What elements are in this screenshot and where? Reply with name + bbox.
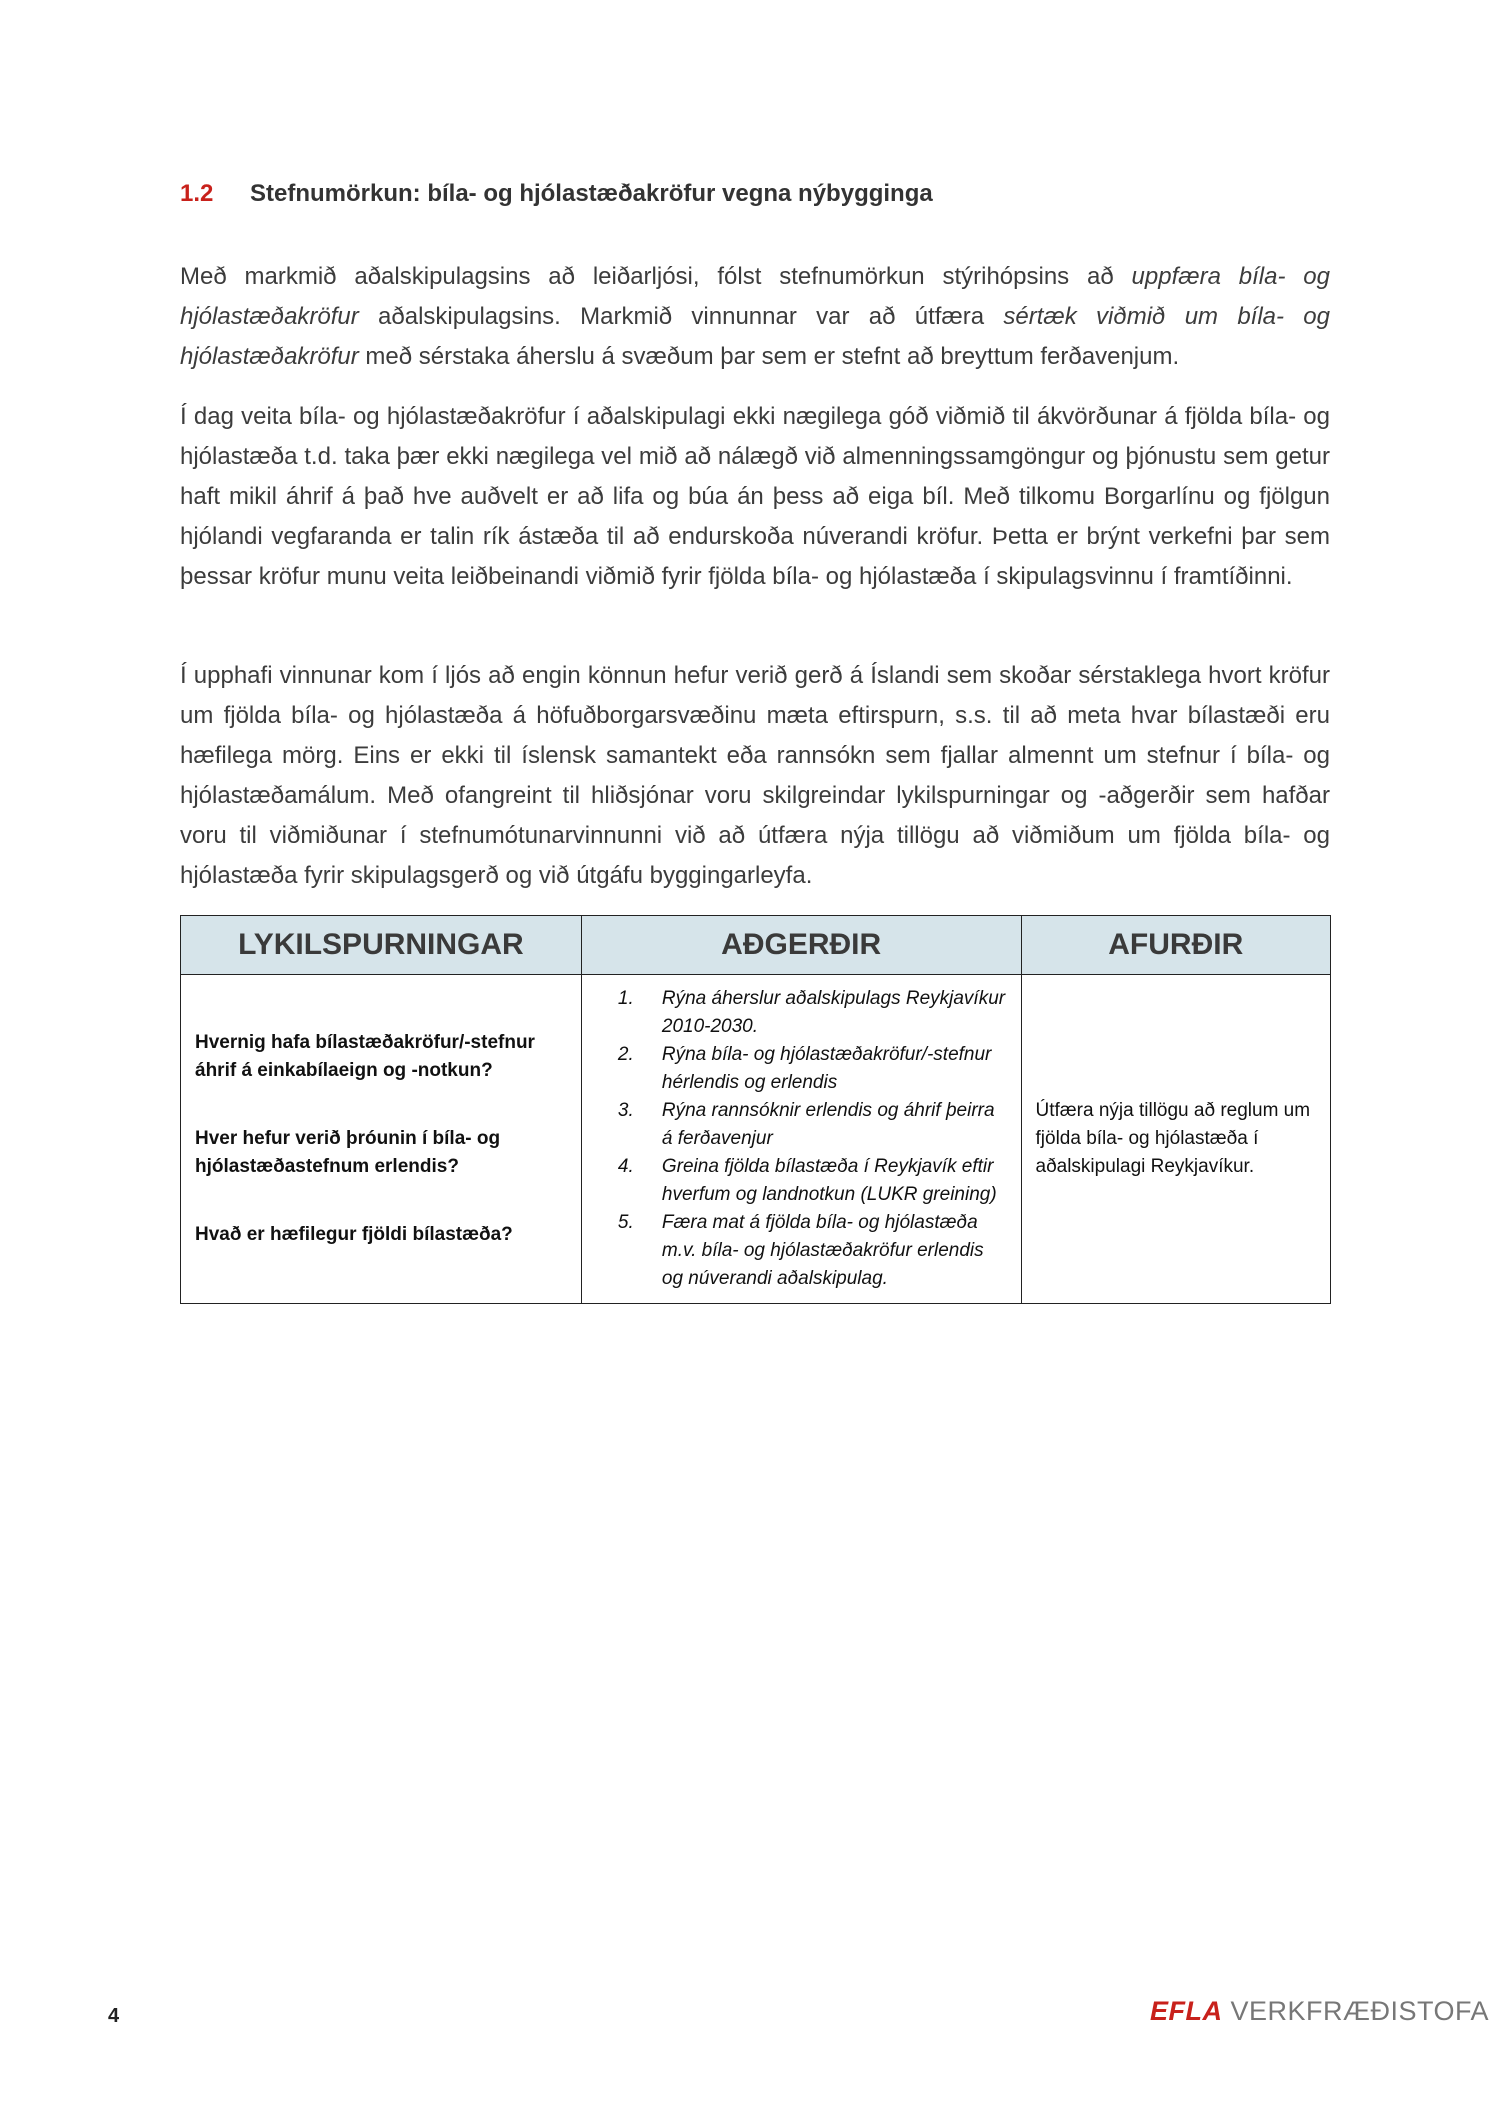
action-item — [596, 1209, 1007, 1293]
action-item — [596, 1153, 1007, 1209]
actions-cell — [581, 975, 1021, 1304]
action-number: 2. — [617, 1044, 634, 1065]
brand-name: EFLA — [1150, 1996, 1223, 2026]
questions-cell — [181, 975, 582, 1304]
p1-text-2: aðalskipulagsins. Markmið vinnunnar var að útfæra — [358, 303, 1004, 330]
question-3: Hvað er hæfilegur fjöldi bílastæða? — [195, 1224, 513, 1245]
page-number: 4 — [108, 2005, 120, 2027]
action-text: Rýna áherslur aðalskipulags Reykjavíkur 2010-2030. — [661, 988, 1006, 1037]
action-number: 5. — [617, 1212, 634, 1233]
header-actions: AÐGERÐIR — [581, 916, 1021, 975]
p1-italic-2: sértæk viðmið um bíla- og hjólastæðakröfur — [180, 303, 1330, 370]
action-text: Rýna bíla- og hjólastæðakröfur/-stefnur hérlendis og erlendis — [661, 1044, 992, 1093]
actions-list — [596, 985, 1007, 1293]
p1-text-3: með sérstaka áherslu á svæðum þar sem er stefnt að breyttum ferðavenjum. — [358, 343, 1180, 370]
section-number: 1.2 — [180, 180, 214, 207]
action-text: Rýna rannsóknir erlendis og áhrif þeirra á ferðavenjur — [661, 1100, 995, 1149]
paragraph-2: Í dag veita bíla- og hjólastæðakröfur í aðalskipulagi ekki nægilega góð viðmið til ákvörðunar á fjölda bíla- og hjólastæða t.d. taka þær ekki nægilega vel mið að nálægð við almenningssamgöngur og þjónustu sem getur haft mikil áhrif á það hve auðvelt er að lifa og búa án þess að eiga bíl. Með tilkomu Borgarlínu og fjölgun hjólandi vegfaranda er talin rík ástæða til að endurskoða núverandi kröfur. Þetta er brýnt verkefni þar sem þessar kröfur munu veita leiðbeinandi viðmið fyrir fjölda bíla- og hjólastæða í skipulagsvinnu í framtíðinni. — [180, 403, 1330, 590]
key-questions-table — [180, 915, 1331, 1304]
outcome-text: Útfæra nýja tillögu að reglum um fjölda bíla- og hjólastæða í aðalskipulagi Reykjavíkur. — [1035, 1100, 1311, 1177]
action-text: Færa mat á fjölda bíla- og hjólastæða m.v. bíla- og hjólastæðakröfur erlendis og núverandi aðalskipulag. — [661, 1212, 984, 1289]
header-key-questions: LYKILSPURNINGAR — [181, 916, 582, 975]
p1-text-1: Með markmið aðalskipulagsins að leiðarljósi, fólst stefnumörkun stýrihópsins að — [180, 263, 1132, 290]
paragraph-3: Í upphafi vinnunar kom í ljós að engin könnun hefur verið gerð á Íslandi sem skoðar sérstaklega hvort kröfur um fjölda bíla- og hjólastæða á höfuðborgarsvæðinu mæta eftirspurn, s.s. til að meta hvar bílastæði eru hæfilega mörg. Eins er ekki til íslensk samantekt eða rannsókn sem fjallar almennt um stefnur í bíla- og hjólastæðamálum. Með ofangreint til hliðsjónar voru skilgreindar lykilspurningar og -aðgerðir sem hafðar voru til viðmiðunar í stefnumótunarvinnunni við að útfæra nýja tillögu að viðmiðum um fjölda bíla- og hjólastæða fyrir skipulagsgerð og við útgáfu byggingarleyfa. — [180, 662, 1330, 889]
section-title: Stefnumörkun: bíla- og hjólastæðakröfur vegna nýbygginga — [250, 180, 933, 207]
header-outcomes: AFURÐIR — [1021, 916, 1331, 975]
company-logo — [1150, 1996, 1489, 2027]
paragraph-1 — [180, 257, 1330, 377]
action-item — [596, 1097, 1007, 1153]
action-number: 1. — [617, 988, 634, 1009]
p1-italic-1: uppfæra bíla- og hjólastæðakröfur — [180, 263, 1330, 330]
action-number: 3. — [617, 1100, 634, 1121]
outcome-cell — [1021, 975, 1331, 1304]
question-1: Hvernig hafa bílastæðakröfur/-stefnur áhrif á einkabílaeign og -notkun? — [195, 1032, 535, 1081]
action-item — [596, 985, 1007, 1041]
action-item — [596, 1041, 1007, 1097]
action-number: 4. — [617, 1156, 634, 1177]
brand-subtitle: VERKFRÆÐISTOFA — [1222, 1996, 1490, 2026]
section-heading — [180, 180, 933, 208]
action-text: Greina fjölda bílastæða í Reykjavík eftir hverfum og landnotkun (LUKR greining) — [661, 1156, 997, 1205]
question-2: Hver hefur verið þróunin í bíla- og hjólastæðastefnum erlendis? — [195, 1128, 501, 1177]
